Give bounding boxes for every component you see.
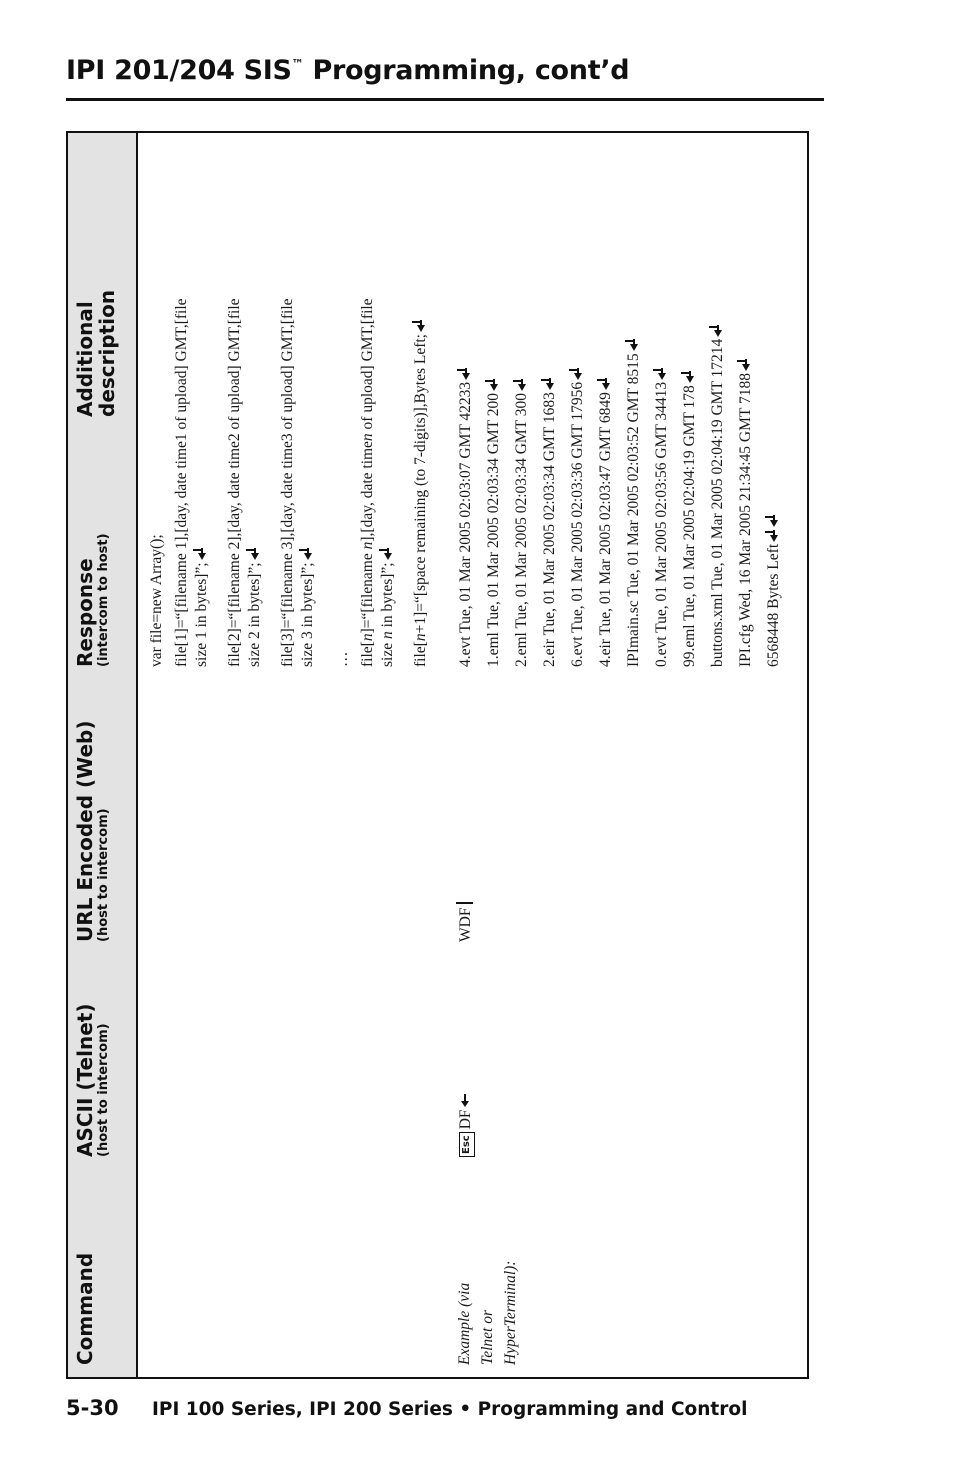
carriage-return-icon (460, 1095, 470, 1107)
example-ascii-command: EscDF (453, 1095, 479, 1157)
response-file-last: file[n+1]=“[space remaining (to 7-digits)],Bytes Left; (408, 167, 434, 667)
return-icon (625, 338, 639, 351)
header-ascii: ASCII (Telnet) (host to intercom) (73, 1003, 111, 1157)
example-line: 2.eir Tue, 01 Mar 2005 02:03:34 GMT 1683 (537, 167, 563, 667)
response-file2: file[2]=“[filename 2],[day, date time2 of upload] GMT,[file size 2 in bytes]”; (226, 298, 263, 667)
example-line: 4.evt Tue, 01 Mar 2005 02:03:07 GMT 42233 (453, 167, 479, 667)
return-icon (513, 378, 527, 391)
header-command: Command (73, 1252, 97, 1365)
return-icon (193, 547, 207, 560)
response-line-array: var file=new Array(); (148, 534, 165, 667)
return-icon (765, 529, 779, 542)
title-rule (66, 98, 824, 101)
return-icon (412, 319, 426, 332)
return-icon (457, 367, 471, 380)
example-line: 1.eml Tue, 01 Mar 2005 02:03:34 GMT 200 (481, 167, 507, 667)
example-url-command: WDF (453, 902, 479, 942)
example-line: buttons.xml Tue, 01 Mar 2005 02:04:19 GMT 17214 (705, 167, 731, 667)
example-line: 99.eml Tue, 01 Mar 2005 02:04:19 GMT 178 (677, 167, 703, 667)
example-line: 4.eir Tue, 01 Mar 2005 02:03:47 GMT 6849 (593, 167, 619, 667)
example-line: IPImain.sc Tue, 01 Mar 2005 02:03:52 GMT 8515 (621, 167, 647, 667)
page-title: IPI 201/204 SIS™ Programming, cont’d (66, 55, 630, 86)
return-icon (569, 367, 583, 380)
return-icon (653, 367, 667, 380)
return-icon (246, 547, 260, 560)
page-number: 5-30 (66, 1396, 119, 1420)
rotated-table-content (68, 133, 807, 1377)
return-icon (299, 547, 313, 560)
example-line: 0.evt Tue, 01 Mar 2005 02:03:56 GMT 34413 (649, 167, 675, 667)
header-url: URL Encoded (Web) (host to intercom) (73, 720, 111, 942)
example-label: Example (via Telnet or HyperTerminal): (456, 1260, 519, 1365)
return-icon (485, 378, 499, 391)
header-description: Additional description (73, 289, 119, 417)
header-response: Response (intercom to host) (73, 533, 111, 667)
esc-key-icon: Esc (459, 1132, 475, 1157)
example-line: 2.eml Tue, 01 Mar 2005 02:03:34 GMT 300 (509, 167, 535, 667)
return-icon (709, 324, 723, 337)
return-icon (765, 514, 779, 527)
response-file3: file[3]=“[filename 3],[day, date time3 of upload] GMT,[file size 3 in bytes]”; (279, 298, 316, 667)
trademark-mark: ™ (291, 57, 304, 71)
return-icon (681, 370, 695, 383)
response-file1: file[1]=“[filename 1],[day, date time1 of upload] GMT,[file size 1 in bytes]”; (173, 298, 210, 667)
return-icon (379, 547, 393, 560)
return-icon (541, 377, 555, 390)
response-file-n: file[n]=“[filename n],[day, date timen of upload] GMT,[file size n in bytes]”; (359, 298, 396, 667)
example-line: 6.evt Tue, 01 Mar 2005 02:03:36 GMT 17956 (565, 167, 591, 667)
example-line: 6568448 Bytes Left (761, 167, 787, 667)
example-line: IPI.cfg Wed, 16 Mar 2005 21:34:45 GMT 7188 (733, 167, 759, 667)
return-icon (597, 377, 611, 390)
pipe-terminator-icon (456, 902, 473, 904)
response-ellipsis: … (334, 651, 351, 667)
footer-text: IPI 100 Series, IPI 200 Series • Programming and Control (152, 1399, 748, 1420)
return-icon (737, 358, 751, 371)
command-table (66, 131, 809, 1379)
